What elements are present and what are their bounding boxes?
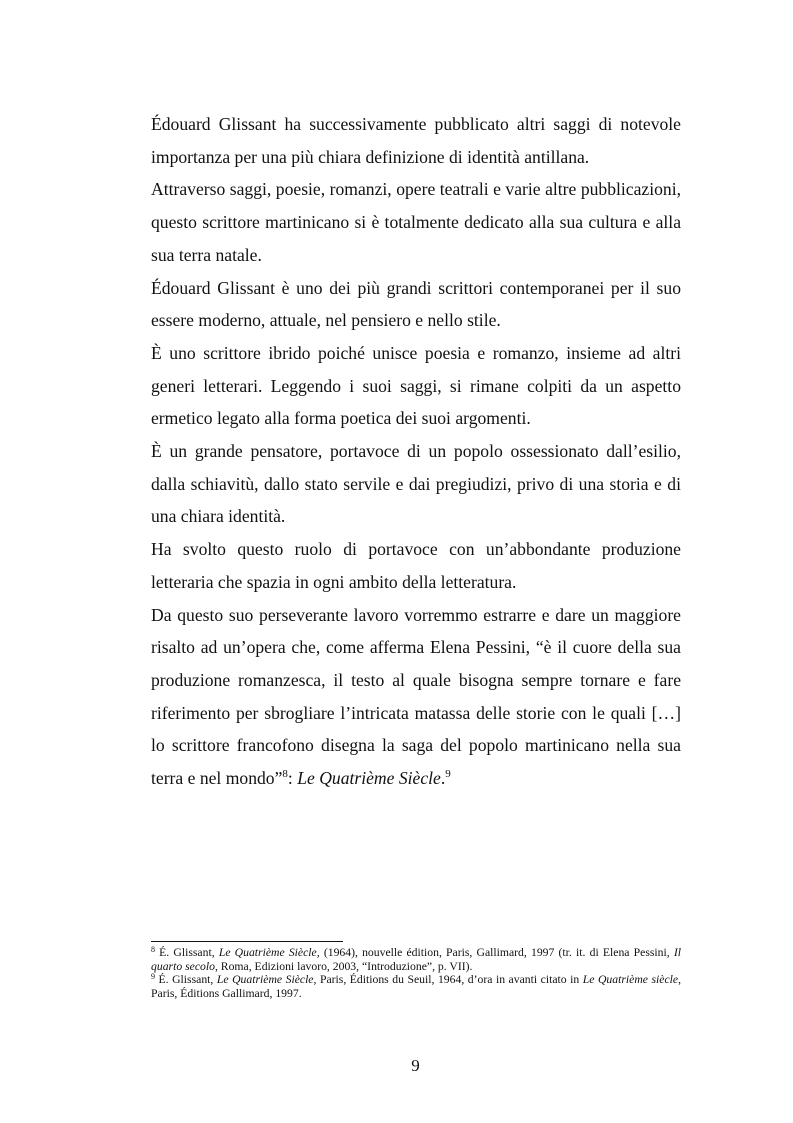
footnote-reference-8[interactable]: 8: [282, 768, 288, 781]
body-text: [151, 108, 681, 795]
paragraph: È un grande pensatore, portavoce di un popolo ossessionato dall’esilio, dalla schiavitù, dallo stato servile e dai pregiudizi, privo di una storia e di una chiara identità.: [151, 441, 681, 527]
paragraph: È uno scrittore ibrido poiché unisce poesia e romanzo, insieme ad altri generi letterari. Leggendo i suoi saggi, si rimane colpiti da un aspetto ermetico legato alla forma poetica dei suoi argomenti.: [151, 342, 681, 429]
paragraph: Ha svolto questo ruolo di portavoce con un’abbondante produzione letteraria che spazia in ogni ambito della letteratura.: [151, 539, 681, 592]
footnote-9: $^9$ É. Glissant, Le Quatrième Siècle, Paris, Éditions du Seuil, 1964, d’ora in avanti citato in Le Quatrième siècle, Paris, Éditions Gallimard, 1997.: [151, 972, 682, 1000]
footnote-reference-9[interactable]: 9: [445, 768, 451, 781]
work-title: Le Quatrième Siècle: [297, 768, 441, 789]
footnote-8: $^8$ É. Glissant, Le Quatrième Siècle, (1964), nouvelle édition, Paris, Gallimard, 1997 (tr. it. di Elena Pessini, Il quarto secolo, Roma, Edizioni lavoro, 2003, “Introduzione”, p. VII).: [151, 945, 681, 973]
footnote-number: 8: [151, 945, 155, 954]
paragraph: Attraverso saggi, poesie, romanzi, opere teatrali e varie altre pubblicazioni, questo scrittore martinicano si è totalmente dedicato alla sua cultura e alla sua terra natale.: [151, 179, 681, 265]
paragraph: Édouard Glissant è uno dei più grandi scrittori contemporanei per il suo essere moderno, attuale, nel pensiero e nello stile.: [151, 277, 681, 331]
footnotes: [151, 946, 681, 1000]
page-number: 9: [411, 1056, 420, 1075]
paragraph: Édouard Glissant ha successivamente pubblicato altri saggi di notevole importanza per una più chiara definizione di identità antillana.: [151, 114, 681, 167]
footnote-separator: [151, 941, 343, 942]
paragraph: Da questo suo perseverante lavoro vorremmo estrarre e dare un maggiore risalto ad un’opera che, come afferma Elena Pessini, “è il cuore della sua produzione romanzesca, il testo al quale bisogna sempre tornare e fare riferimento per sbrogliare l’intricata matassa delle storie con le quali […] lo scrittore francofono disegna la saga del popolo martinicano nella sua terra e nel mondo”$^8$: Le Quatrième Siècle.$^9$: [151, 604, 681, 789]
footnote-number: 9: [151, 972, 155, 982]
